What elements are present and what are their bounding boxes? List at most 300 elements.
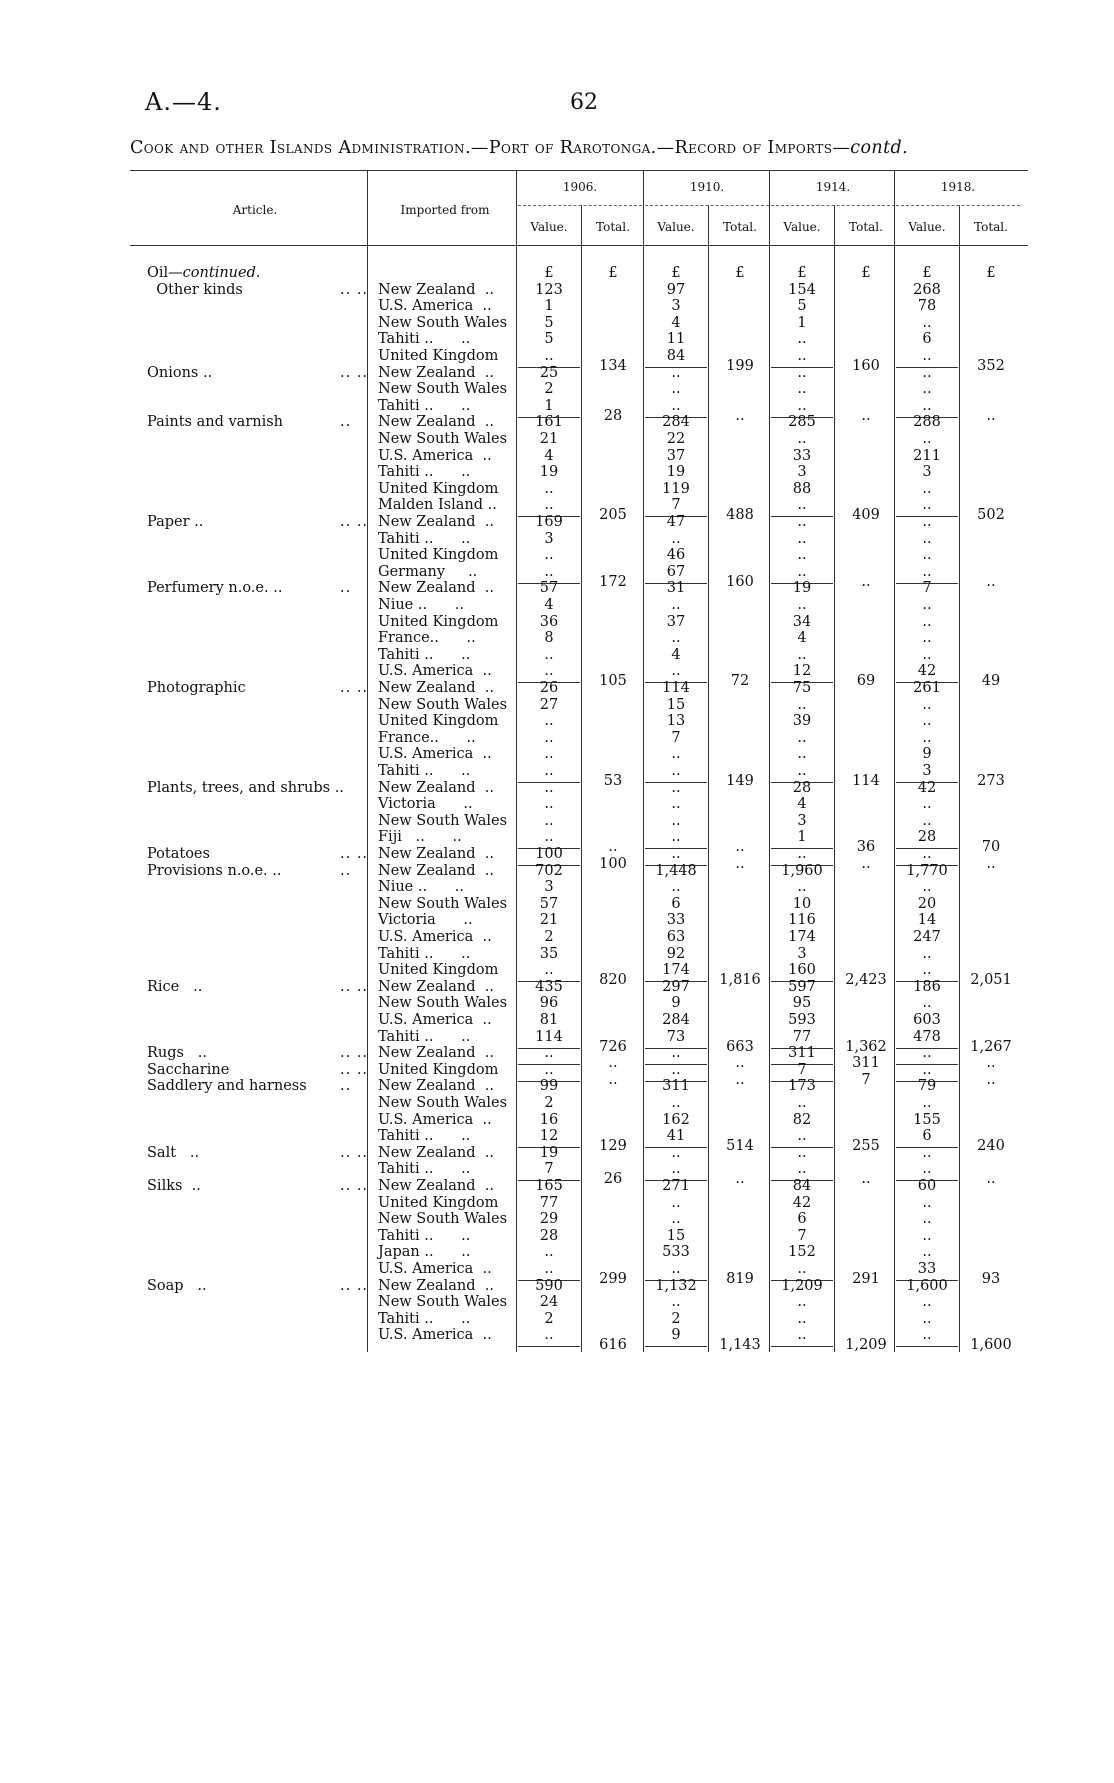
value-cell: 6 xyxy=(671,895,681,912)
value-cell: .. xyxy=(544,663,554,680)
value-cell: .. xyxy=(922,729,932,746)
article-label: Perfumery n.o.e. .. xyxy=(147,580,283,597)
value-cell: .. xyxy=(797,563,807,580)
value-cell: 123 xyxy=(535,281,563,298)
value-cell: 21 xyxy=(539,431,559,447)
value-cell: 3 xyxy=(797,812,807,829)
value-cell: 1,448 xyxy=(655,862,697,879)
value-cell: 37 xyxy=(666,447,686,464)
total-cell: 2,423 xyxy=(845,972,887,989)
value-cell: 57 xyxy=(539,895,559,912)
leader-dots: .. .. xyxy=(340,978,369,995)
value-cell: 288 xyxy=(913,414,941,431)
value-cell: 174 xyxy=(662,962,690,979)
value-cell: 603 xyxy=(913,1012,941,1028)
value-cell: .. xyxy=(797,1261,807,1277)
country-name: New Zealand .. xyxy=(378,1277,494,1294)
country-name: New South Wales xyxy=(378,895,508,912)
total-cell: 514 xyxy=(726,1138,754,1155)
country-name: U.S. America .. xyxy=(378,929,492,945)
country-name: New Zealand .. xyxy=(378,1045,494,1062)
header-article: Article. xyxy=(232,203,278,217)
value-cell: 597 xyxy=(788,978,816,995)
value-cell: 9 xyxy=(671,1327,681,1344)
value-cell: 41 xyxy=(666,1128,686,1145)
page-heading xyxy=(130,138,1025,158)
total-cell: 409 xyxy=(852,507,880,524)
value-cell: 2 xyxy=(544,1095,554,1111)
total-cell: .. xyxy=(986,407,996,424)
value-cell: 6 xyxy=(922,1128,932,1145)
leader-dots: .. xyxy=(340,1078,352,1095)
value-cell: 24 xyxy=(539,1294,559,1311)
value-cell: .. xyxy=(671,796,681,813)
total-cell: .. xyxy=(986,856,996,872)
value-cell: 33 xyxy=(792,447,812,464)
total-cell: 502 xyxy=(977,507,1005,524)
value-cell: .. xyxy=(922,514,932,530)
value-cell: .. xyxy=(544,796,554,813)
total-cell: 311 xyxy=(852,1055,880,1072)
value-cell: 75 xyxy=(792,680,812,696)
value-cell: .. xyxy=(922,846,932,862)
value-subtotal-rule xyxy=(645,1346,707,1347)
header-total-0: Total. xyxy=(596,220,630,234)
total-cell: .. xyxy=(861,573,871,590)
value-cell: 15 xyxy=(666,696,686,713)
value-cell: 100 xyxy=(535,846,563,862)
country-name: U.S. America .. xyxy=(378,663,492,680)
value-cell: .. xyxy=(671,663,681,680)
total-cell: .. xyxy=(861,1171,871,1188)
value-cell: 77 xyxy=(792,1028,812,1045)
country-name: Germany .. xyxy=(378,563,478,580)
value-cell: .. xyxy=(671,397,681,414)
country-name: Tahiti .. .. xyxy=(378,1128,471,1145)
value-cell: .. xyxy=(922,1327,932,1344)
value-cell: 31 xyxy=(666,580,686,597)
value-cell: 4 xyxy=(797,796,807,813)
total-cell: 616 xyxy=(599,1337,627,1354)
country-name: United Kingdom xyxy=(378,713,499,730)
value-cell: .. xyxy=(922,348,932,364)
total-cell: 72 xyxy=(730,673,750,690)
country-name: New South Wales xyxy=(378,812,508,829)
value-cell: 4 xyxy=(544,597,554,613)
total-cell: .. xyxy=(608,1055,618,1072)
value-cell: 7 xyxy=(797,1227,807,1244)
value-cell: .. xyxy=(544,779,554,796)
value-cell: 478 xyxy=(913,1028,941,1045)
value-cell: .. xyxy=(797,381,807,398)
article-label: Potatoes xyxy=(147,846,210,862)
country-name: Niue .. .. xyxy=(378,879,464,896)
value-cell: 590 xyxy=(535,1277,563,1294)
value-cell: 96 xyxy=(539,995,559,1012)
value-cell: 77 xyxy=(539,1194,559,1211)
value-cell: 6 xyxy=(797,1211,807,1228)
country-name: Victoria .. xyxy=(378,912,473,929)
rule-year-3 xyxy=(896,205,1020,206)
header-value-1: Value. xyxy=(657,220,695,234)
value-cell: 20 xyxy=(917,895,937,912)
value-cell: 19 xyxy=(539,1144,559,1161)
total-cell: 1,267 xyxy=(970,1038,1012,1055)
value-cell: .. xyxy=(671,829,681,846)
value-cell: 7 xyxy=(671,497,681,514)
value-cell: .. xyxy=(671,763,681,779)
country-name: New Zealand .. xyxy=(378,862,494,879)
value-cell: 533 xyxy=(662,1244,690,1261)
value-cell: 1,600 xyxy=(906,1277,948,1294)
total-cell: 205 xyxy=(599,507,627,524)
value-cell: 12 xyxy=(792,663,812,680)
value-cell: .. xyxy=(922,995,932,1012)
value-cell: 1,960 xyxy=(781,862,823,879)
country-name: Tahiti .. .. xyxy=(378,646,471,663)
leader-dots: .. .. xyxy=(340,1144,369,1161)
value-cell: .. xyxy=(922,1244,932,1261)
total-cell: 488 xyxy=(726,507,754,524)
value-cell: 7 xyxy=(671,729,681,746)
country-name: Tahiti .. .. xyxy=(378,1310,471,1327)
value-cell: 311 xyxy=(662,1078,690,1095)
value-cell: 8 xyxy=(544,630,554,647)
total-cell: .. xyxy=(986,1171,996,1188)
value-cell: 7 xyxy=(797,1061,807,1078)
value-cell: 2 xyxy=(544,381,554,398)
value-cell: 119 xyxy=(662,480,690,497)
value-cell: 81 xyxy=(539,1012,559,1028)
value-cell: 7 xyxy=(544,1161,554,1178)
value-subtotal-rule xyxy=(896,1346,958,1347)
value-cell: 3 xyxy=(544,879,554,896)
total-cell: 36 xyxy=(856,839,876,856)
value-cell: 22 xyxy=(666,431,686,447)
country-name: United Kingdom xyxy=(378,1194,499,1211)
value-cell: 3 xyxy=(797,945,807,962)
value-cell: 19 xyxy=(792,580,812,597)
leader-dots: .. .. xyxy=(340,1277,369,1294)
country-name: Japan .. .. xyxy=(378,1244,471,1261)
total-cell: .. xyxy=(986,1055,996,1072)
value-cell: 29 xyxy=(539,1211,559,1228)
total-cell: 726 xyxy=(599,1038,627,1055)
value-cell: .. xyxy=(922,314,932,331)
value-cell: .. xyxy=(544,763,554,779)
value-cell: .. xyxy=(922,1045,932,1062)
leader-dots: .. .. xyxy=(340,1061,369,1078)
total-cell: 160 xyxy=(852,358,880,374)
rule-article xyxy=(367,170,368,1352)
country-name: United Kingdom xyxy=(378,547,499,564)
country-name: New Zealand .. xyxy=(378,580,494,597)
value-cell: .. xyxy=(922,597,932,613)
leader-dots: .. .. xyxy=(340,364,369,381)
country-name: U.S. America .. xyxy=(378,1111,492,1128)
page-number: 62 xyxy=(570,90,598,115)
value-cell: 5 xyxy=(544,331,554,348)
article-label: Paints and varnish xyxy=(147,414,284,431)
country-name: Tahiti .. .. xyxy=(378,945,471,962)
article-label: Soap .. xyxy=(147,1277,207,1294)
value-cell: .. xyxy=(797,431,807,447)
value-cell: 2 xyxy=(671,1310,681,1327)
value-cell: .. xyxy=(797,1161,807,1178)
value-cell: 13 xyxy=(666,713,686,730)
value-cell: .. xyxy=(544,1061,554,1078)
currency-symbol: £ xyxy=(797,265,807,281)
value-cell: .. xyxy=(797,1310,807,1327)
total-cell: 291 xyxy=(852,1271,880,1287)
article-label: Provisions n.o.e. .. xyxy=(147,862,282,879)
value-cell: .. xyxy=(797,1294,807,1311)
country-name: New Zealand .. xyxy=(378,779,494,796)
total-cell: 129 xyxy=(599,1138,627,1155)
value-cell: 88 xyxy=(792,480,812,497)
value-cell: 21 xyxy=(539,912,559,929)
value-cell: .. xyxy=(922,696,932,713)
total-cell: 2,051 xyxy=(970,972,1012,989)
value-cell: .. xyxy=(544,729,554,746)
value-cell: .. xyxy=(544,713,554,730)
leader-dots: .. xyxy=(340,862,352,879)
country-name: New Zealand .. xyxy=(378,1078,494,1095)
leader-dots: .. .. xyxy=(340,1045,369,1062)
article-label: Silks .. xyxy=(147,1178,201,1194)
country-name: New Zealand .. xyxy=(378,281,494,298)
value-cell: 33 xyxy=(666,912,686,929)
value-cell: .. xyxy=(544,497,554,514)
value-cell: 4 xyxy=(797,630,807,647)
value-cell: .. xyxy=(671,364,681,381)
value-cell: 3 xyxy=(544,530,554,547)
value-cell: .. xyxy=(797,547,807,564)
value-cell: .. xyxy=(671,1261,681,1277)
value-cell: .. xyxy=(922,646,932,663)
value-cell: 4 xyxy=(671,314,681,331)
country-name: U.S. America .. xyxy=(378,746,492,763)
country-name: Fiji .. .. xyxy=(378,829,462,846)
value-cell: 84 xyxy=(666,348,686,364)
value-cell: 46 xyxy=(666,547,686,564)
total-cell: 149 xyxy=(726,773,754,789)
value-cell: 211 xyxy=(913,447,941,464)
value-cell: 78 xyxy=(917,298,937,315)
country-name: New South Wales xyxy=(378,1095,508,1111)
value-cell: 28 xyxy=(792,779,812,796)
value-cell: .. xyxy=(922,796,932,813)
total-cell: 26 xyxy=(603,1171,623,1188)
total-cell: 352 xyxy=(977,358,1005,374)
value-cell: .. xyxy=(797,846,807,862)
value-cell: 82 xyxy=(792,1111,812,1128)
value-cell: .. xyxy=(671,1061,681,1078)
leader-dots: .. .. xyxy=(340,680,369,696)
country-name: U.S. America .. xyxy=(378,1327,492,1344)
value-cell: .. xyxy=(544,348,554,364)
value-cell: 42 xyxy=(792,1194,812,1211)
country-name: Tahiti .. .. xyxy=(378,530,471,547)
value-cell: 6 xyxy=(922,331,932,348)
value-cell: 271 xyxy=(662,1178,690,1194)
currency-symbol: £ xyxy=(861,265,871,281)
value-cell: .. xyxy=(922,1310,932,1327)
article-label: Photographic xyxy=(147,680,246,696)
value-cell: .. xyxy=(922,431,932,447)
value-cell: .. xyxy=(797,696,807,713)
leader-dots: .. .. xyxy=(340,846,369,862)
article-label: Plants, trees, and shrubs .. xyxy=(147,779,344,796)
value-cell: .. xyxy=(671,1095,681,1111)
header-total-2: Total. xyxy=(849,220,883,234)
value-cell: 247 xyxy=(913,929,941,945)
rule-year-2 xyxy=(771,205,895,206)
country-name: New Zealand .. xyxy=(378,1144,494,1161)
total-cell: 820 xyxy=(599,972,627,989)
total-cell: 100 xyxy=(599,856,627,872)
value-cell: .. xyxy=(797,729,807,746)
header-value-0: Value. xyxy=(530,220,568,234)
article-label: Other kinds xyxy=(147,281,243,298)
value-cell: .. xyxy=(544,1261,554,1277)
article-label: Rugs .. xyxy=(147,1045,208,1062)
total-cell: 70 xyxy=(981,839,1001,856)
value-subtotal-rule xyxy=(518,1346,580,1347)
value-cell: 284 xyxy=(662,414,690,431)
total-cell: 160 xyxy=(726,573,754,590)
total-cell: 255 xyxy=(852,1138,880,1155)
value-cell: 36 xyxy=(539,613,559,630)
value-cell: .. xyxy=(922,879,932,896)
value-cell: 186 xyxy=(913,978,941,995)
value-cell: .. xyxy=(671,746,681,763)
value-cell: .. xyxy=(544,812,554,829)
value-cell: 42 xyxy=(917,779,937,796)
value-cell: .. xyxy=(671,1294,681,1311)
value-cell: 79 xyxy=(917,1078,937,1095)
country-name: United Kingdom xyxy=(378,480,499,497)
total-cell: 172 xyxy=(599,573,627,590)
header-total-1: Total. xyxy=(723,220,757,234)
value-cell: 67 xyxy=(666,563,686,580)
rule-year-0 xyxy=(518,205,642,206)
value-cell: .. xyxy=(922,1294,932,1311)
value-cell: .. xyxy=(544,480,554,497)
value-cell: .. xyxy=(797,597,807,613)
total-cell: 1,143 xyxy=(719,1337,761,1354)
value-cell: .. xyxy=(922,962,932,979)
value-cell: 33 xyxy=(917,1261,937,1277)
header-year-0: 1906. xyxy=(562,180,598,194)
country-name: New South Wales xyxy=(378,381,508,398)
value-cell: .. xyxy=(544,829,554,846)
total-cell: .. xyxy=(735,407,745,424)
country-name: New South Wales xyxy=(378,431,508,447)
value-cell: 27 xyxy=(539,696,559,713)
value-cell: 1 xyxy=(797,314,807,331)
value-cell: 1,770 xyxy=(906,862,948,879)
value-cell: 173 xyxy=(788,1078,816,1095)
value-cell: .. xyxy=(797,348,807,364)
country-name: U.S. America .. xyxy=(378,1012,492,1028)
value-cell: .. xyxy=(544,646,554,663)
value-cell: .. xyxy=(922,812,932,829)
value-cell: .. xyxy=(797,763,807,779)
total-cell: .. xyxy=(735,856,745,872)
value-cell: 57 xyxy=(539,580,559,597)
total-cell: 1,600 xyxy=(970,1337,1012,1354)
country-name: France.. .. xyxy=(378,729,476,746)
total-cell: 663 xyxy=(726,1038,754,1055)
value-cell: 25 xyxy=(539,364,559,381)
total-cell: 105 xyxy=(599,673,627,690)
country-name: New Zealand .. xyxy=(378,846,494,862)
country-name: New Zealand .. xyxy=(378,514,494,530)
value-cell: .. xyxy=(797,646,807,663)
value-cell: .. xyxy=(671,1045,681,1062)
rule-group-0 xyxy=(516,170,517,1352)
value-cell: 28 xyxy=(917,829,937,846)
value-cell: 285 xyxy=(788,414,816,431)
country-name: New Zealand .. xyxy=(378,1178,494,1194)
value-cell: 9 xyxy=(922,746,932,763)
value-cell: .. xyxy=(671,1161,681,1178)
article-label: Salt .. xyxy=(147,1144,200,1161)
value-cell: 1 xyxy=(797,829,807,846)
value-cell: 152 xyxy=(788,1244,816,1261)
total-cell: 53 xyxy=(603,773,623,789)
country-name: New South Wales xyxy=(378,314,508,331)
country-name: United Kingdom xyxy=(378,1061,499,1078)
country-name: France.. .. xyxy=(378,630,476,647)
value-cell: 42 xyxy=(917,663,937,680)
value-cell: .. xyxy=(797,879,807,896)
value-cell: 47 xyxy=(666,514,686,530)
value-cell: 3 xyxy=(922,763,932,779)
value-cell: .. xyxy=(922,563,932,580)
total-cell: 199 xyxy=(726,358,754,374)
value-cell: 73 xyxy=(666,1028,686,1045)
value-cell: .. xyxy=(671,630,681,647)
value-cell: 19 xyxy=(666,464,686,481)
value-cell: .. xyxy=(922,1227,932,1244)
value-cell: .. xyxy=(797,530,807,547)
currency-symbol: £ xyxy=(735,265,745,281)
value-cell: .. xyxy=(671,597,681,613)
heading-main: Cook and other Islands Administration.—Port of Rarotonga.—Record of Imports— xyxy=(130,138,851,158)
country-name: Malden Island .. xyxy=(378,497,497,514)
value-cell: 39 xyxy=(792,713,812,730)
country-name: New South Wales xyxy=(378,995,508,1012)
country-name: Tahiti .. .. xyxy=(378,1227,471,1244)
total-cell: .. xyxy=(608,1071,618,1088)
value-cell: .. xyxy=(922,397,932,414)
page-reference: A.—4. xyxy=(145,88,222,116)
country-name: New Zealand .. xyxy=(378,414,494,431)
value-cell: .. xyxy=(922,1211,932,1228)
header-year-3: 1918. xyxy=(940,180,976,194)
value-cell: 2 xyxy=(544,1310,554,1327)
value-cell: .. xyxy=(922,1061,932,1078)
article-label: Paper .. xyxy=(147,514,204,530)
value-cell: 284 xyxy=(662,1012,690,1028)
value-cell: .. xyxy=(671,1194,681,1211)
total-cell: 240 xyxy=(977,1138,1005,1155)
value-cell: 165 xyxy=(535,1178,563,1194)
total-cell: 1,816 xyxy=(719,972,761,989)
header-year-1: 1910. xyxy=(689,180,725,194)
